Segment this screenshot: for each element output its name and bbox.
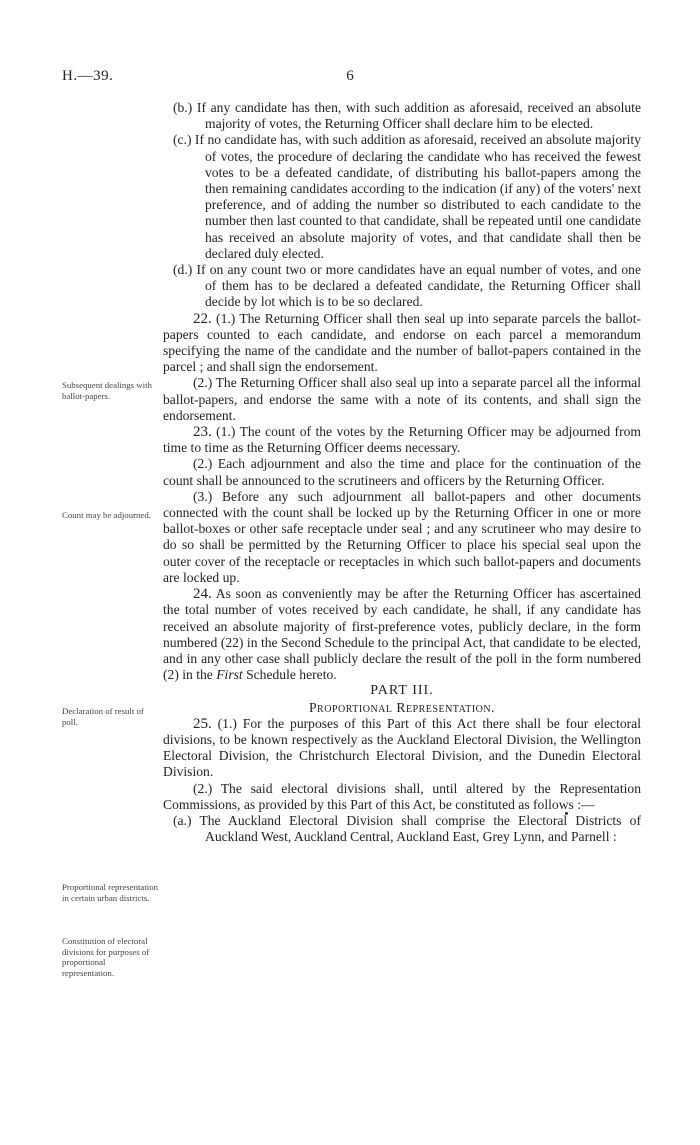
- section-22-subsection-2: (2.) The Returning Officer shall also seal up into a separate parcel all the informal ballot-papers, and endorse the same with a note of its contents, and shall sign the endorsement.: [163, 375, 641, 423]
- margin-note-22: Subsequent dealings with ballot-papers.: [62, 380, 152, 401]
- section-23-subsection-2: (2.) Each adjournment and also the time and place for the continuation of the count shall be announced to the scrutineers and officers by the Returning Officer.: [163, 456, 641, 488]
- margin-note-24: Declaration of result of poll.: [62, 706, 144, 727]
- section-number: 24.: [193, 586, 212, 603]
- paragraph-d: (d.) If on any count two or more candidates have an equal number of votes, and one of them has to be declared a defeated candidate, the Returning Officer shall decide by lot which is to be so declared.: [173, 262, 641, 310]
- paragraph-b: (b.) If any candidate has then, with such addition as aforesaid, received an absolute majority of votes, the Returning Officer shall declare him to be elected.: [173, 100, 641, 132]
- section-text: As soon as conveniently may be after the Returning Officer has ascertained the total number of votes received by each candidate, he shall, if any candidate has received an absolute majority of first-preference votes, publicly declare, in the form numbered (22) in the Second Schedule to the principal Act, that candidate to be elected, and in any other case shall publicly declare the result of the poll in the form numbered (2) in the: [163, 586, 641, 683]
- section-25-subsection-1: [163, 716, 641, 781]
- part-title: PART III.: [370, 683, 434, 699]
- body-text: [163, 100, 641, 845]
- section-text: (1.) The count of the votes by the Returning Officer may be adjourned from time to time as the Returning Officer deems necessary.: [163, 424, 641, 456]
- section-22-subsection-1: [163, 311, 641, 376]
- section-25-subsection-2: (2.) The said electoral divisions shall, until altered by the Representation Commissions, as provided by this Part of this Act, be constituted as follows :—: [163, 780, 641, 812]
- section-number: 25.: [193, 715, 212, 732]
- section-text: Schedule hereto.: [242, 667, 337, 683]
- part-subtitle: Proportional Representation.: [308, 699, 496, 715]
- italic-term: First: [216, 667, 243, 683]
- section-text: (1.) For the purposes of this Part of this Act there shall be four electoral divisions, to be known respectively as the Auckland Electoral Division, the Wellington Electoral Division, the Christchurch Electoral Division, and the Dunedin Electoral Division.: [163, 715, 641, 780]
- margin-note-25b: Constitution of electoral divisions for purposes of proportional representation.: [62, 936, 150, 978]
- section-text: (1.) The Returning Officer shall then seal up into separate parcels the ballot-papers counted to each candidate, and endorse on each parcel a memorandum specifying the name of the candidate and the number of ballot-papers contained in the parcel ; and shall sign the endorsement.: [163, 310, 642, 375]
- margin-note-23: Count may be adjourned.: [62, 510, 151, 520]
- page-number: 6: [346, 68, 354, 84]
- section-number: 23.: [193, 424, 212, 441]
- document-reference: H.—39.: [62, 68, 114, 84]
- margin-note-25a: Proportional representation in certain urban districts.: [62, 882, 159, 903]
- paragraph-c: (c.) If no candidate has, with such addition as aforesaid, received an absolute majority of votes, the procedure of declaring the candidate who has received the fewest votes to be a defeated candidate, of distributing his ballot-papers among the then remaining candidates according to the indication (if any) of the voters' next preference, and of adding the number so distributed to each candidate to the number then last counted to that candidate, shall be repeated until one candidate has received an absolute majority of votes, and that candidate shall then be declared duly elected.: [173, 132, 641, 261]
- section-23-subsection-3: (3.) Before any such adjournment all ballot-papers and other documents connected with the count shall be locked up by the Returning Officer in one or more ballot-boxes or other safe receptacle under seal ; and any scrutineer who may desire to do so shall be permitted by the Returning Officer to place his special seal upon the outer cover of the receptacle or receptacles in which such ballot-papers and documents are locked up.: [163, 488, 641, 585]
- paragraph-25-a: (a.) The Auckland Electoral Division shall comprise the Electoral Districts of Auckland West, Auckland Central, Auckland East, Grey Lynn, and Parnell :: [173, 812, 641, 845]
- section-23-subsection-1: [163, 424, 641, 456]
- section-24: [163, 586, 641, 683]
- section-number: 22.: [193, 310, 212, 327]
